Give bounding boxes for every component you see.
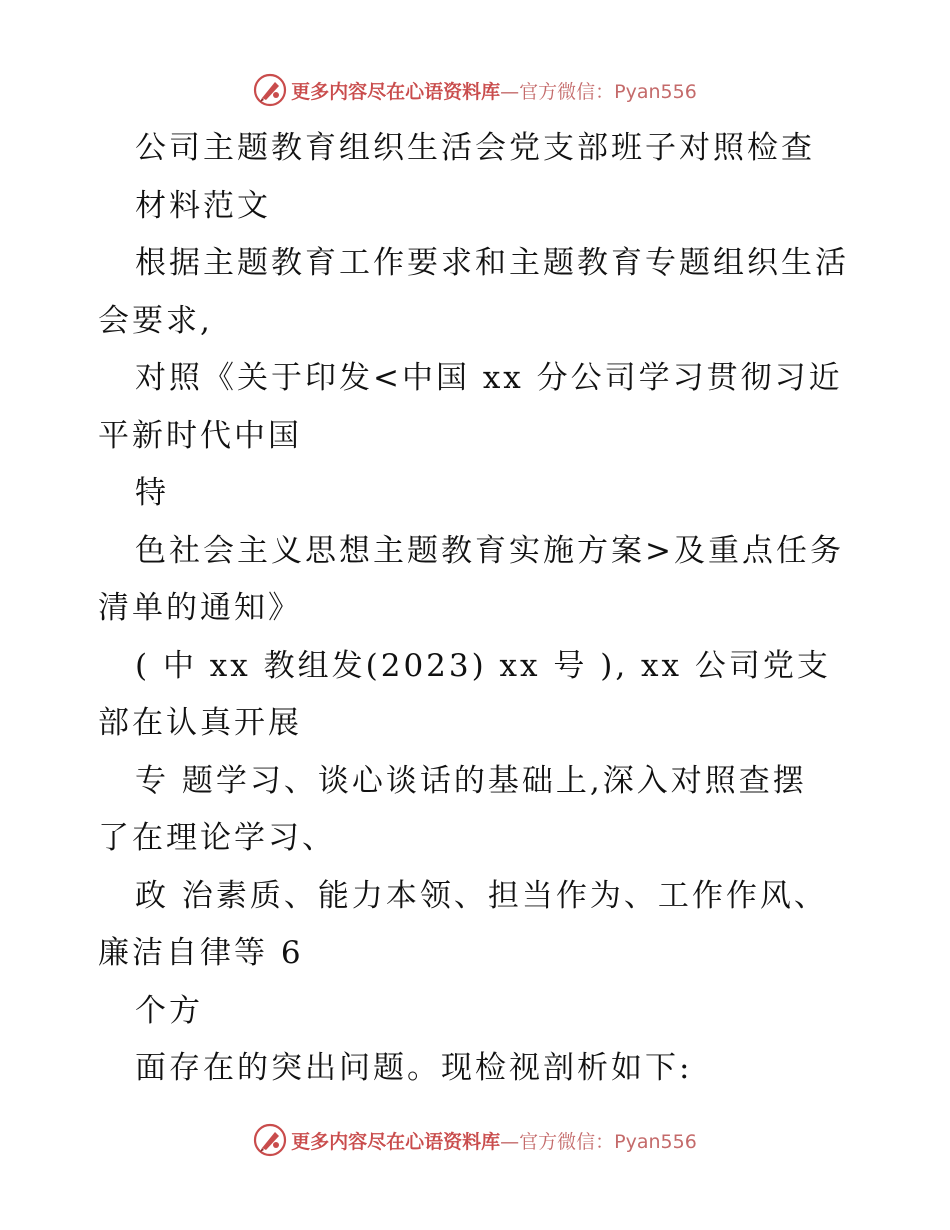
doc-line: 平新时代中国 bbox=[98, 417, 302, 454]
doc-line: 面存在的突出问题。现检视剖析如下: bbox=[135, 1050, 693, 1086]
pen-logo-icon bbox=[253, 1123, 287, 1157]
banner-main-text: 更多内容尽在心语资料库 bbox=[291, 1130, 501, 1153]
doc-line: 特 bbox=[135, 475, 169, 511]
doc-line: ( 中 xx 教组发(2023) xx 号 ), xx 公司党支 bbox=[135, 647, 831, 684]
banner-sub-text: —官方微信：Pyan556 bbox=[500, 80, 697, 103]
doc-line: 政 治素质、能力本领、担当作为、工作作风、 bbox=[135, 877, 828, 914]
footer-banner bbox=[0, 1120, 950, 1160]
doc-line: 公司主题教育组织生活会党支部班子对照检查 bbox=[135, 130, 815, 166]
doc-line: 色社会主义思想主题教育实施方案>及重点任务 bbox=[135, 532, 844, 569]
header-banner bbox=[0, 70, 950, 110]
doc-line: 部在认真开展 bbox=[98, 705, 302, 741]
banner-main-text: 更多内容尽在心语资料库 bbox=[291, 80, 501, 103]
doc-line: 清单的通知》 bbox=[98, 590, 302, 626]
document-body bbox=[98, 120, 858, 1098]
banner-sub-text: —官方微信：Pyan556 bbox=[500, 1130, 697, 1153]
doc-line: 材料范文 bbox=[135, 187, 271, 224]
doc-line: 根据主题教育工作要求和主题教育专题组织生活 bbox=[135, 245, 849, 281]
doc-line: 廉洁自律等 6 bbox=[98, 935, 304, 971]
doc-line: 专 题学习、谈心谈话的基础上,深入对照查摆 bbox=[135, 762, 807, 799]
doc-line: 个方 bbox=[135, 992, 203, 1029]
doc-line: 了在理论学习、 bbox=[98, 820, 336, 856]
doc-line: 会要求, bbox=[98, 302, 213, 339]
doc-line: 对照《关于印发<中国 xx 分公司学习贯彻习近 bbox=[135, 360, 843, 396]
pen-logo-icon bbox=[253, 73, 287, 107]
